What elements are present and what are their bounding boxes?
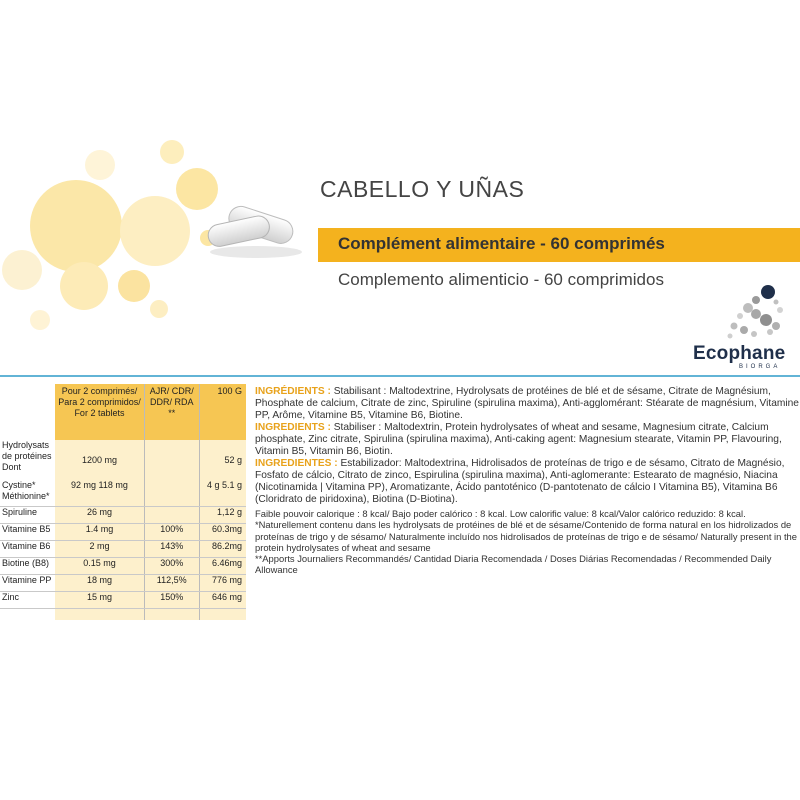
row-name: Cystine* Méthionine* <box>0 480 55 506</box>
table-row <box>0 574 246 591</box>
row-per100: 52 g <box>199 440 246 480</box>
ingredients-fr <box>255 386 800 422</box>
subtitle-fr: Complément alimentaire - 60 comprimés <box>338 234 665 253</box>
table-header-ajr: AJR/ CDR/ DDR/ RDA ** <box>144 384 199 440</box>
row-ajr: 300% <box>144 557 199 574</box>
row-portion: 2 mg <box>55 540 144 557</box>
table-row <box>0 523 246 540</box>
tablets-image <box>200 192 310 262</box>
row-per100: 646 mg <box>199 591 246 608</box>
row-ajr: 150% <box>144 591 199 608</box>
circle-6 <box>118 270 150 302</box>
table-row <box>0 591 246 608</box>
row-name: Vitamine B5 <box>0 523 55 540</box>
ingredients-en <box>255 422 800 458</box>
brand-name: Ecophane <box>693 343 786 364</box>
ingredients-block <box>255 386 800 576</box>
table-row-filler <box>0 608 246 620</box>
ingredients-es <box>255 458 800 506</box>
row-per100: 86.2mg <box>199 540 246 557</box>
ingredients-es-text: Estabilizador: Maltodextrina, Hidrolisados de proteínas de trigo e de sésamo, Citrato de Magnésio, Fosfato de cálcio, Citrato de zinco, Espirulina (spirulina maxima), Anti-aglomerante: Estearato de magnésio, Niacina (Nicotinamida | Vitamina PP), Aromatizante, Ácido pantoténico (D-pantotenato de cálcio I Vitamina B5), Vitamina B6 (Cloridrato de piridoxina), Biotina (D-Biotina). <box>255 458 785 505</box>
ingredients-en-label: INGREDIENTS : <box>255 422 331 433</box>
row-ajr: 143% <box>144 540 199 557</box>
row-portion: 92 mg 118 mg <box>55 480 144 506</box>
row-portion: 1.4 mg <box>55 523 144 540</box>
circle-1 <box>30 180 122 272</box>
row-name: Vitamine B6 <box>0 540 55 557</box>
table-row <box>0 506 246 523</box>
table-row <box>0 557 246 574</box>
brand-sub: BIORGA <box>739 364 781 370</box>
row-name: Spiruline <box>0 506 55 523</box>
ingredients-fr-text: Stabilisant : Maltodextrine, Hydrolysats de protéines de blé et de sésame, Citrate de Magnésium, Phosphate de calcium, Citrate de zinc, Spiruline (spirulina maxima), Anti-agglomérant: Stéarate de magnésium, Vitamine PP, Arôme, Vitamine B5, Vitamine B6, Biotine. <box>255 386 799 421</box>
row-per100: 1,12 g <box>199 506 246 523</box>
circle-9 <box>150 300 168 318</box>
ingredients-es-label: INGREDIENTES : <box>255 458 338 469</box>
row-name: Biotine (B8) <box>0 557 55 574</box>
caloric-note: Faible pouvoir calorique : 8 kcal/ Bajo poder calórico : 8 kcal. Low calorific value: 8 kcal/Valor calórico reduzido: 8 kcal. <box>255 508 746 519</box>
natural-note: *Naturellement contenu dans les hydrolysats de protéines de blé et de sésame/Contenido de forma natural en los hidrolizados de proteínas de trigo y de sésamo/ Naturalmente incluído nos hidrolisados de proteínas de trigo e de sésamo/ Naturally present in the protein hydrolysates of wheat and sesame <box>255 519 797 553</box>
circle-4 <box>60 262 108 310</box>
row-ajr: 112,5% <box>144 574 199 591</box>
brand-logo-icon <box>720 282 790 344</box>
table-row <box>0 540 246 557</box>
row-portion: 18 mg <box>55 574 144 591</box>
circle-2 <box>120 196 190 266</box>
row-portion: 15 mg <box>55 591 144 608</box>
row-ajr: 100% <box>144 523 199 540</box>
table-header-empty <box>0 384 55 440</box>
row-per100: 6.46mg <box>199 557 246 574</box>
nutrition-table <box>0 384 246 620</box>
subtitle-es: Complemento alimenticio - 60 comprimidos <box>338 270 664 289</box>
row-per100: 4 g 5.1 g <box>199 480 246 506</box>
table-row <box>0 440 246 480</box>
circle-5 <box>2 250 42 290</box>
row-portion: 0.15 mg <box>55 557 144 574</box>
row-name: Zinc <box>0 591 55 608</box>
product-title: CABELLO Y UÑAS <box>320 176 525 202</box>
table-row <box>0 480 246 506</box>
row-per100: 60.3mg <box>199 523 246 540</box>
circle-8 <box>85 150 115 180</box>
row-ajr <box>144 506 199 523</box>
table-header-row <box>0 384 246 440</box>
row-name: Hydrolysats de protéines Dont <box>2 440 52 472</box>
rda-note: **Apports Journaliers Recommandés/ Cantidad Diaria Recomendada / Doses Diárias Recomendadas / Recommended Daily Allowance <box>255 553 772 576</box>
row-ajr <box>144 480 199 506</box>
row-name: Vitamine PP <box>0 574 55 591</box>
row-ajr <box>144 440 199 480</box>
ingredients-en-text: Stabiliser : Maltodextrin, Protein hydrolysates of wheat and sesame, Magnesium citrate, Calcium phosphate, Zinc citrate, Spirulina (spirulina maxima), Anti-caking agent: Magnesium stearate, Vitamin PP, Flavouring, Vitamin B5, Vitamin B6, Biotin. <box>255 422 782 457</box>
row-portion: 1200 mg <box>55 440 144 480</box>
row-portion: 26 mg <box>55 506 144 523</box>
ingredients-fr-label: INGRÉDIENTS : <box>255 386 331 397</box>
circle-7 <box>160 140 184 164</box>
row-per100: 776 mg <box>199 574 246 591</box>
table-header-portion: Pour 2 comprimés/ Para 2 comprimidos/ For 2 tablets <box>55 384 144 440</box>
circle-11 <box>30 310 50 330</box>
divider-line <box>0 375 800 377</box>
table-header-per100: 100 G <box>199 384 246 440</box>
